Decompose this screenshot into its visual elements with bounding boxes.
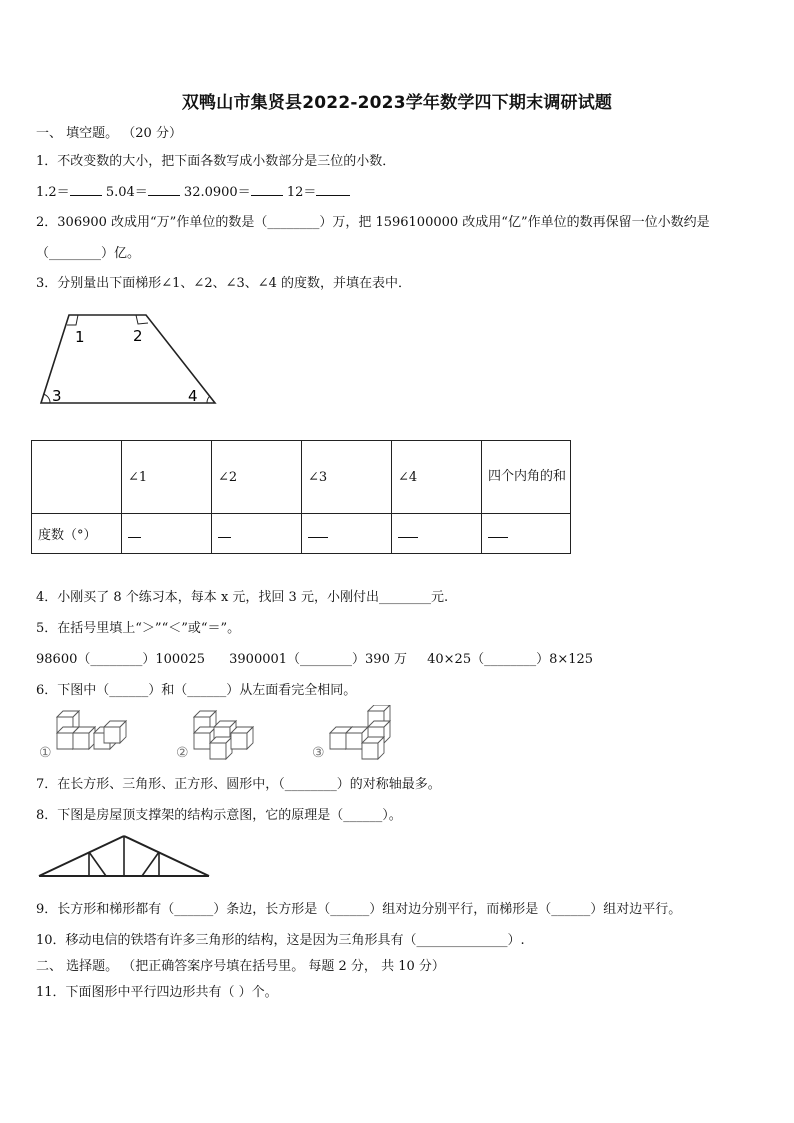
- table-header-empty: [32, 441, 122, 514]
- question-10: 10．移动电信的铁塔有许多三角形的结构，这是因为三角形具有（______________）.: [36, 933, 525, 948]
- question-3: 3．分别量出下面梯形∠1、∠2、∠3、∠4 的度数，并填在表中．: [36, 276, 412, 291]
- cube-figures: [36, 705, 396, 763]
- q1-item-2: 5.04＝: [105, 185, 148, 200]
- figure-2: [194, 711, 253, 759]
- answer-blank[interactable]: [316, 183, 350, 196]
- question-1-items: [36, 181, 350, 200]
- table-row-label: 度数（°）: [32, 514, 122, 554]
- question-2-line-2: （________）亿。: [36, 246, 141, 261]
- angle-3-label: 3: [52, 387, 62, 405]
- question-6: 6．下图中（______）和（______）从左面看完全相同。: [36, 683, 357, 698]
- section-1-heading: 一、 填空题。 （20 分）: [36, 126, 182, 141]
- figure-3-label: ③: [312, 745, 325, 761]
- table-header-sum: 四个内角的和: [482, 441, 571, 514]
- q1-item-3: 32.0900＝: [183, 185, 251, 200]
- q1-item-4: 12＝: [286, 185, 317, 200]
- table-cell-angle-3[interactable]: [302, 514, 392, 554]
- table-header-angle-3: ∠3: [302, 441, 392, 514]
- section-2-heading: 二、 选择题。 （把正确答案序号填在括号里。 每题 2 分， 共 10 分）: [36, 959, 445, 974]
- page-title: 双鸭山市集贤县2022-2023学年数学四下期末调研试题: [181, 93, 613, 113]
- figure-1-label: ①: [39, 745, 52, 761]
- figure-1: [57, 711, 126, 749]
- angle-4-label: 4: [188, 387, 198, 405]
- question-5: 5．在括号里填上“＞”“＜”或“＝”。: [36, 621, 241, 636]
- question-8: 8．下图是房屋顶支撑架的结构示意图，它的原理是（______）。: [36, 808, 402, 823]
- angle-1-label: 1: [75, 328, 85, 346]
- answer-blank[interactable]: [70, 183, 102, 196]
- q1-item-1: 1.2＝: [36, 185, 70, 200]
- question-2-line-1: 2．306900 改成用“万”作单位的数是（________）万，把 1596100000 改成用“亿”作单位的数再保留一位小数约是: [36, 215, 710, 230]
- table-header-angle-1: ∠1: [122, 441, 212, 514]
- figure-3: [330, 705, 390, 759]
- angle-2-label: 2: [133, 327, 143, 345]
- table-cell-angle-4[interactable]: [392, 514, 482, 554]
- angle-table: [31, 440, 571, 554]
- question-11: 11．下面图形中平行四边形共有（ ）个。: [36, 985, 278, 1000]
- question-5-items: [36, 648, 593, 667]
- q5-item-3: 40×25（________）8×125: [427, 652, 594, 667]
- table-cell-sum[interactable]: [482, 514, 571, 554]
- answer-blank[interactable]: [148, 183, 180, 196]
- table-cell-angle-2[interactable]: [212, 514, 302, 554]
- answer-blank[interactable]: [251, 183, 283, 196]
- trapezoid-figure: [36, 310, 220, 408]
- q5-item-1: 98600（________）100025: [36, 652, 205, 667]
- figure-2-label: ②: [176, 745, 189, 761]
- table-header-angle-2: ∠2: [212, 441, 302, 514]
- question-4: 4．小刚买了 8 个练习本，每本 x 元，找回 3 元，小刚付出________元.: [36, 590, 449, 605]
- question-1: 1．不改变数的大小，把下面各数写成小数部分是三位的小数．: [36, 154, 396, 169]
- q5-item-2: 3900001（________）390 万: [229, 652, 407, 667]
- question-9: 9．长方形和梯形都有（______）条边，长方形是（______）组对边分别平行，而梯形是（______）组对边平行。: [36, 902, 682, 917]
- table-cell-angle-1[interactable]: [122, 514, 212, 554]
- question-7: 7．在长方形、三角形、正方形、圆形中，（________）的对称轴最多。: [36, 777, 441, 792]
- table-header-angle-4: ∠4: [392, 441, 482, 514]
- roof-truss-figure: [36, 833, 212, 881]
